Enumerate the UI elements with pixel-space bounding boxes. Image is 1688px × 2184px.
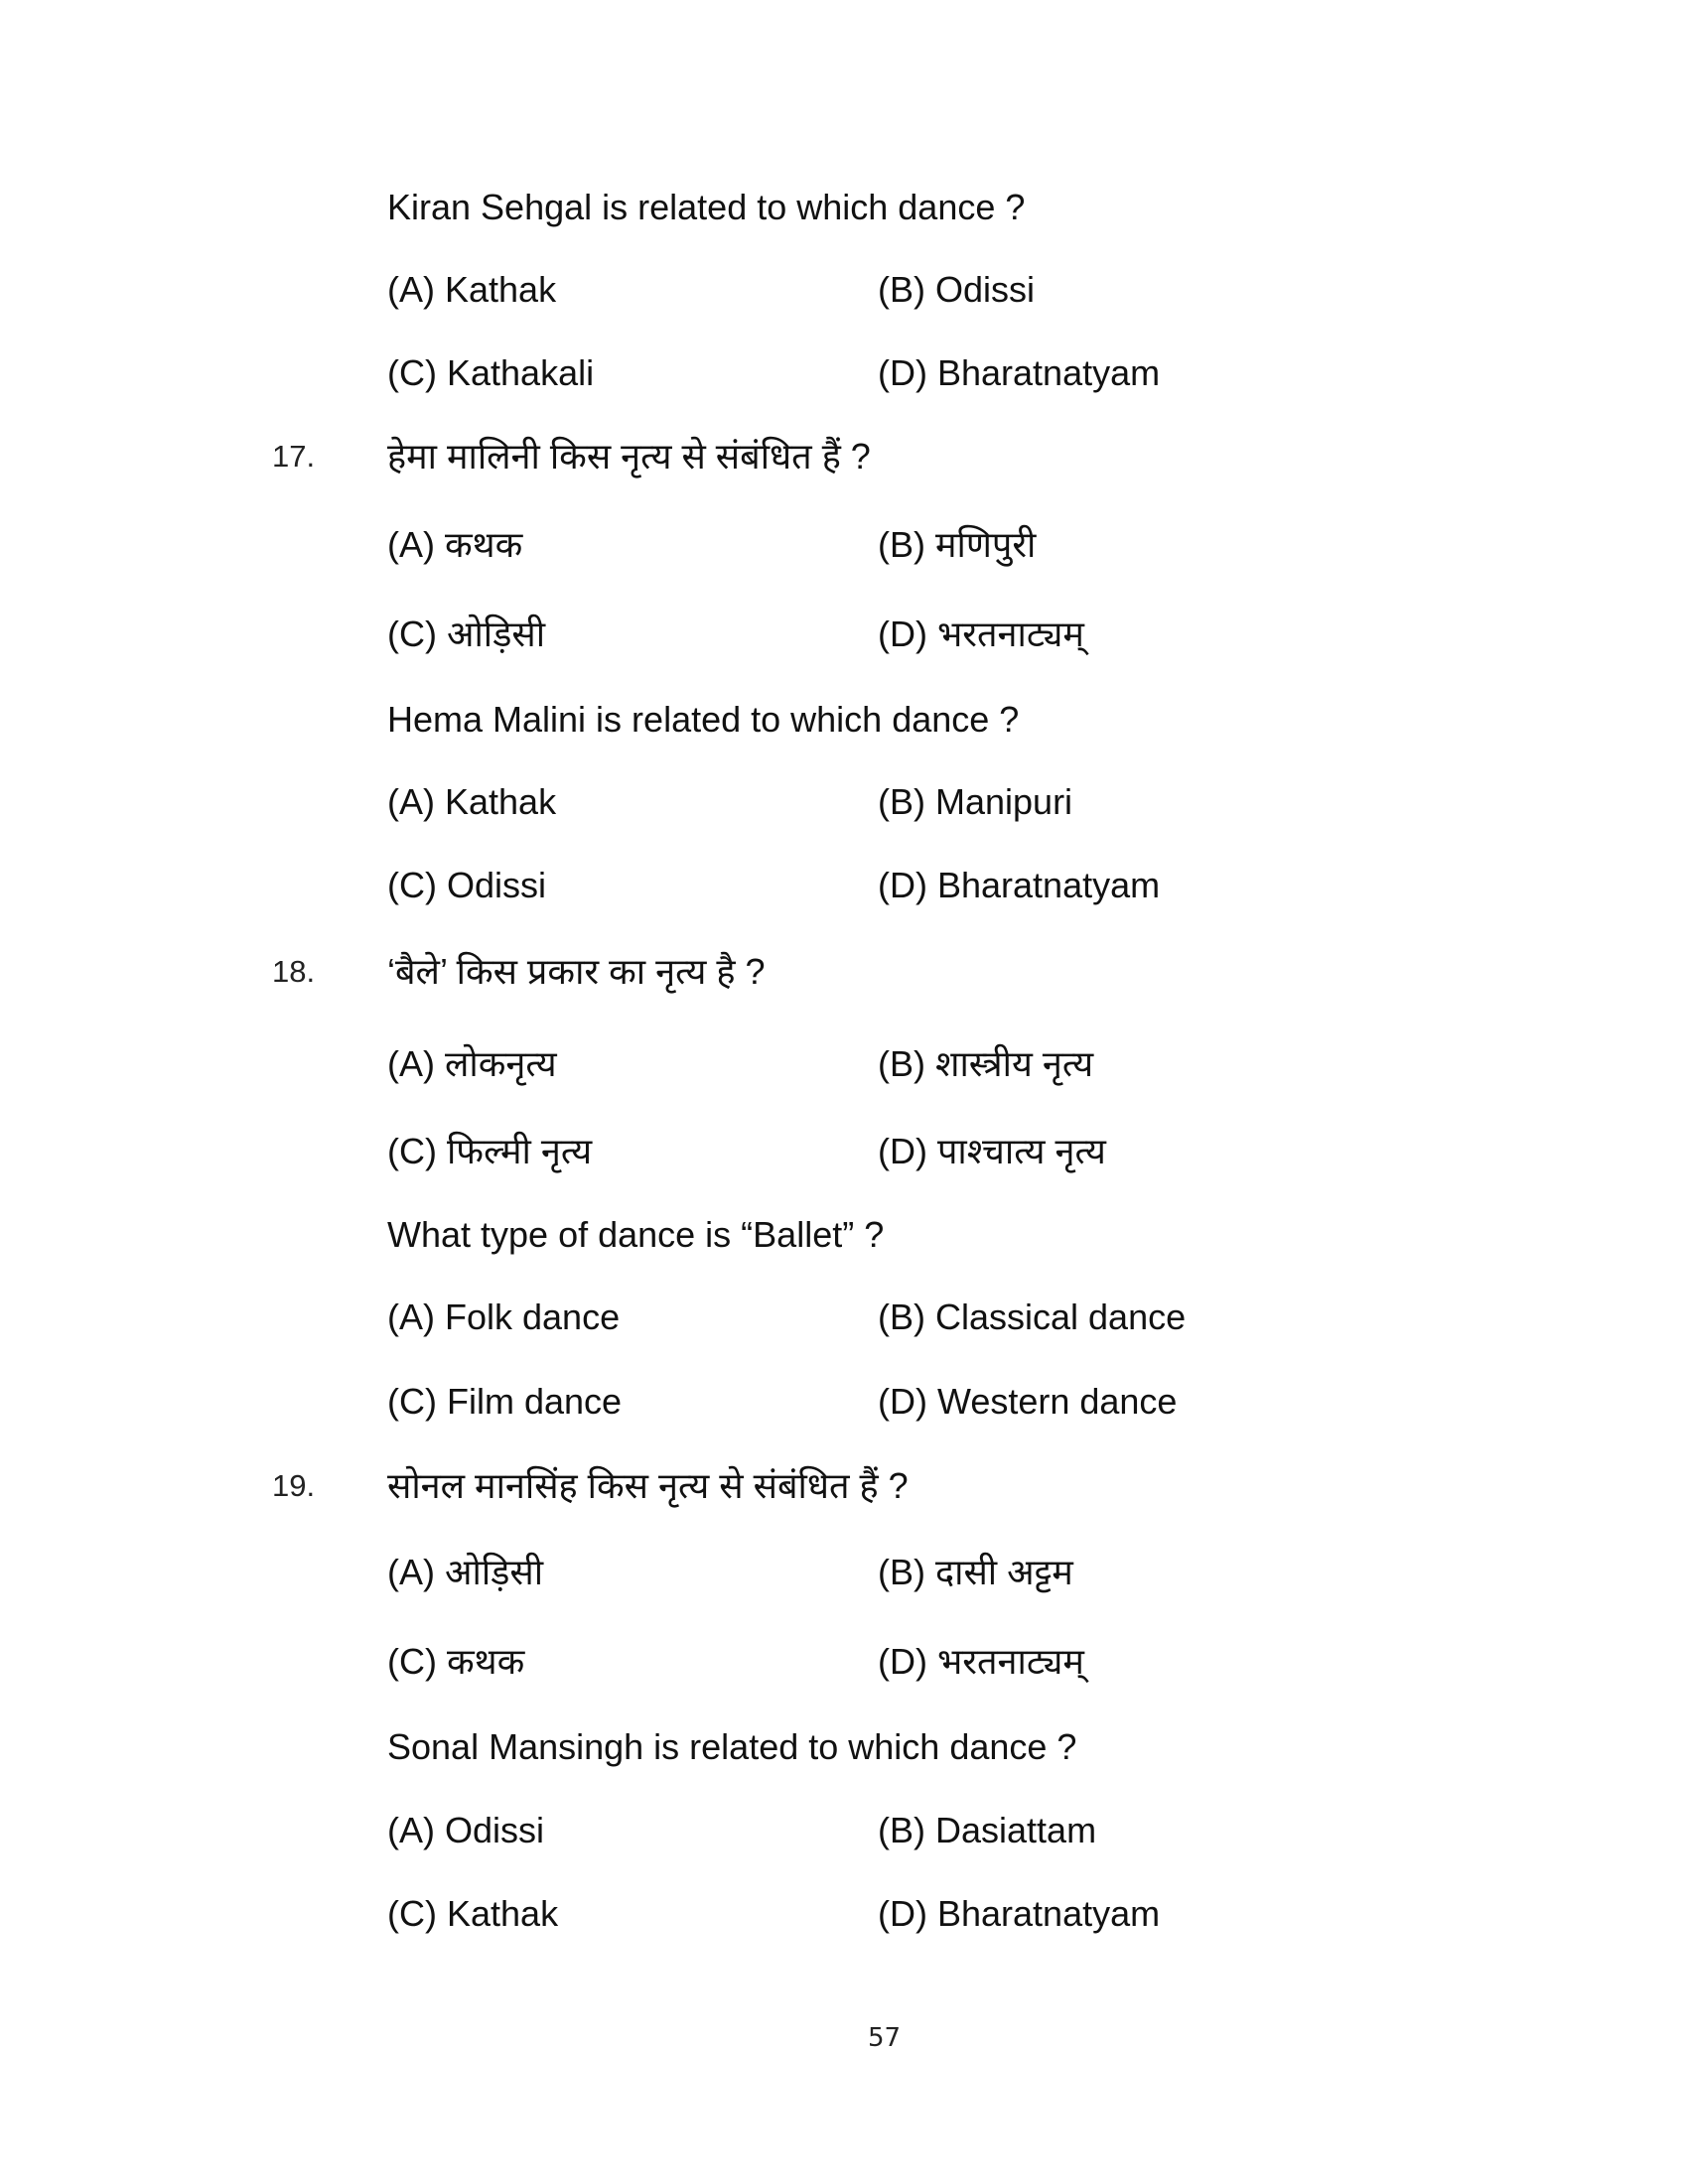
option-text: Bharatnatyam <box>936 352 1161 393</box>
option-letter: (A) <box>387 1552 435 1592</box>
option-letter: (B) <box>878 524 925 565</box>
option-text: Kathak <box>445 269 557 310</box>
option-text: कथक <box>446 1641 525 1682</box>
option-letter: (C) <box>387 865 437 905</box>
question-19-hindi-option-c <box>387 1641 525 1682</box>
question-18-hindi-option-d <box>878 1131 1106 1171</box>
question-19-hindi-option-a <box>387 1552 544 1592</box>
option-text: फिल्मी नृत्य <box>446 1131 593 1171</box>
question-18-english-option-b <box>878 1299 1186 1335</box>
question-19-english-option-a <box>387 1810 545 1850</box>
option-text: Odissi <box>935 269 1036 310</box>
question-19-english-option-c <box>387 1893 559 1934</box>
question-17-hindi-text: हेमा मालिनी किस नृत्य से संबंधित हैं ? <box>387 436 871 477</box>
option-letter: (C) <box>387 614 437 654</box>
question-18-english-option-c <box>387 1381 623 1422</box>
option-letter: (B) <box>878 269 925 310</box>
option-letter: (A) <box>387 269 435 310</box>
option-text: Dasiattam <box>935 1810 1097 1850</box>
question-19-hindi-option-d <box>878 1641 1084 1682</box>
question-18-english-option-a <box>387 1299 620 1335</box>
question-17-english-option-a <box>387 781 557 822</box>
option-letter: (C) <box>387 1131 437 1171</box>
option-letter: (C) <box>387 1381 437 1422</box>
option-text: Film dance <box>446 1381 623 1422</box>
question-19-hindi-option-b <box>878 1552 1073 1592</box>
option-letter: (D) <box>878 1131 927 1171</box>
option-letter: (D) <box>878 865 927 905</box>
option-letter: (C) <box>387 352 437 393</box>
option-text: Western dance <box>936 1381 1178 1422</box>
option-letter: (D) <box>878 1893 927 1934</box>
option-letter: (A) <box>387 1043 435 1084</box>
option-text: Bharatnatyam <box>936 1893 1161 1934</box>
option-letter: (D) <box>878 352 927 393</box>
question-17-hindi-option-c <box>387 616 545 652</box>
option-text: भरतनाट्यम् <box>936 1641 1084 1682</box>
option-text: पाश्चात्य नृत्य <box>936 1131 1106 1171</box>
question-19-english-option-d <box>878 1893 1161 1934</box>
option-text: Manipuri <box>935 781 1073 822</box>
question-19-english-option-b <box>878 1810 1097 1850</box>
option-text: कथक <box>445 524 523 565</box>
option-letter: (B) <box>878 1810 925 1850</box>
question-17-english-option-c <box>387 865 547 905</box>
option-letter: (A) <box>387 781 435 822</box>
option-text: लोकनृत्य <box>445 1043 557 1084</box>
option-text: भरतनाट्यम् <box>936 614 1084 654</box>
option-text: Kathak <box>445 781 557 822</box>
question-19-hindi-text: सोनल मानसिंह किस नृत्य से संबंधित हैं ? <box>387 1465 909 1506</box>
question-17-english-option-d <box>878 865 1161 905</box>
option-letter: (C) <box>387 1893 437 1934</box>
option-letter: (D) <box>878 1641 927 1682</box>
question-17-hindi-option-b <box>878 524 1037 565</box>
question-17-hindi-option-d <box>878 616 1084 652</box>
question-18-number: 18. <box>272 954 316 989</box>
question-18-hindi-option-a <box>387 1043 557 1084</box>
option-text: Classical dance <box>935 1297 1187 1337</box>
option-text: ओड़िसी <box>446 614 546 654</box>
option-letter: (B) <box>878 1552 925 1592</box>
question-18-hindi-option-c <box>387 1131 593 1171</box>
option-letter: (B) <box>878 781 925 822</box>
question-16-english-option-a <box>387 269 557 310</box>
question-18-english-text: What type of dance is “Ballet” ? <box>387 1214 885 1255</box>
question-18-hindi-text: ‘बैले’ किस प्रकार का नृत्य है ? <box>387 951 766 992</box>
question-17-english-text: Hema Malini is related to which dance ? <box>387 699 1020 740</box>
option-text: ओड़िसी <box>445 1552 544 1592</box>
page-number: 57 <box>868 2023 902 2053</box>
question-16-english-option-b <box>878 269 1036 310</box>
option-text: Kathak <box>446 1893 559 1934</box>
question-19-english-text: Sonal Mansingh is related to which dance ? <box>387 1726 1077 1767</box>
option-text: Bharatnatyam <box>936 865 1161 905</box>
question-16-english-option-c <box>387 352 595 393</box>
option-letter: (B) <box>878 1043 925 1084</box>
question-18-english-option-d <box>878 1381 1178 1422</box>
option-letter: (A) <box>387 1297 435 1337</box>
option-letter: (A) <box>387 524 435 565</box>
option-letter: (C) <box>387 1641 437 1682</box>
question-17-number: 17. <box>272 439 316 474</box>
question-17-hindi-option-a <box>387 524 523 565</box>
option-text: शास्त्रीय नृत्य <box>935 1043 1094 1084</box>
question-17-english-option-b <box>878 781 1073 822</box>
question-16-english-option-d <box>878 352 1161 393</box>
option-letter: (B) <box>878 1297 925 1337</box>
option-letter: (D) <box>878 1381 927 1422</box>
question-18-hindi-option-b <box>878 1043 1094 1084</box>
option-text: Odissi <box>446 865 547 905</box>
question-19-number: 19. <box>272 1468 316 1503</box>
option-letter: (D) <box>878 614 927 654</box>
option-letter: (A) <box>387 1810 435 1850</box>
option-text: Kathakali <box>446 352 595 393</box>
option-text: Folk dance <box>445 1297 621 1337</box>
option-text: मणिपुरी <box>935 524 1037 565</box>
question-16-english-text: Kiran Sehgal is related to which dance ? <box>387 187 1026 227</box>
option-text: Odissi <box>445 1810 545 1850</box>
option-text: दासी अट्टम <box>935 1552 1073 1592</box>
